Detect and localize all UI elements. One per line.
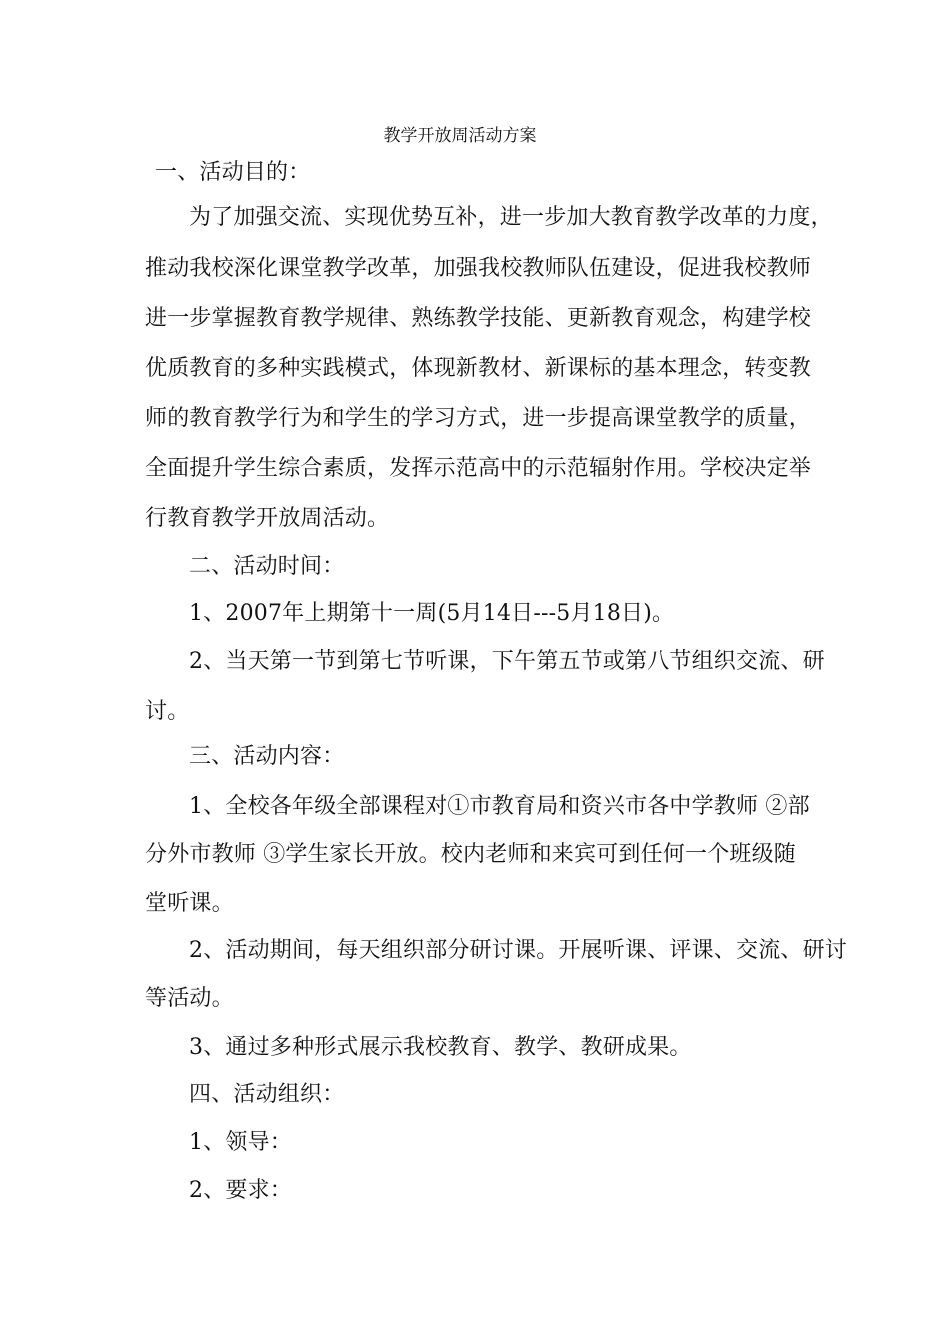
paragraph-line: 推动我校深化课堂教学改革，加强我校教师队伍建设，促进我校教师 (145, 256, 812, 281)
section-heading-organization: 四、活动组织： (189, 1082, 345, 1107)
paragraph-line: 师的教育教学行为和学生的学习方式，进一步提高课堂教学的质量， (145, 406, 812, 431)
paragraph-line: 行教育教学开放周活动。 (145, 506, 390, 531)
list-item: 1、领导： (189, 1130, 292, 1155)
list-item: 2、要求： (189, 1178, 292, 1203)
paragraph-line: 为了加强交流、实现优势互补，进一步加大教育教学改革的力度， (189, 205, 833, 230)
list-item: 1、全校各年级全部课程对①市教育局和资兴市各中学教师 ②部 (189, 794, 810, 819)
document-title: 教学开放周活动方案 (383, 126, 537, 146)
list-item: 2、当天第一节到第七节听课，下午第五节或第八节组织交流、研 (189, 649, 825, 674)
section-heading-purpose: 一、活动目的： (155, 160, 311, 185)
list-item: 1、2007年上期第十一周(5月14日---5月18日)。 (189, 601, 675, 626)
section-heading-time: 二、活动时间： (189, 554, 345, 579)
list-item-continuation: 等活动。 (145, 986, 234, 1011)
section-heading-content: 三、活动内容： (189, 744, 345, 769)
list-item-continuation: 堂听课。 (145, 891, 234, 916)
list-item: 2、活动期间，每天组织部分研讨课。开展听课、评课、交流、研讨 (189, 938, 847, 963)
list-item-continuation: 分外市教师 ③学生家长开放。校内老师和来宾可到任何一个班级随 (145, 842, 796, 867)
paragraph-line: 进一步掌握教育教学规律、熟练教学技能、更新教育观念，构建学校 (145, 306, 812, 331)
list-item-continuation: 讨。 (145, 699, 190, 724)
paragraph-line: 全面提升学生综合素质，发挥示范高中的示范辐射作用。学校决定举 (145, 456, 812, 481)
paragraph-line: 优质教育的多种实践模式，体现新教材、新课标的基本理念，转变教 (145, 356, 812, 381)
list-item: 3、通过多种形式展示我校教育、教学、教研成果。 (189, 1035, 692, 1060)
